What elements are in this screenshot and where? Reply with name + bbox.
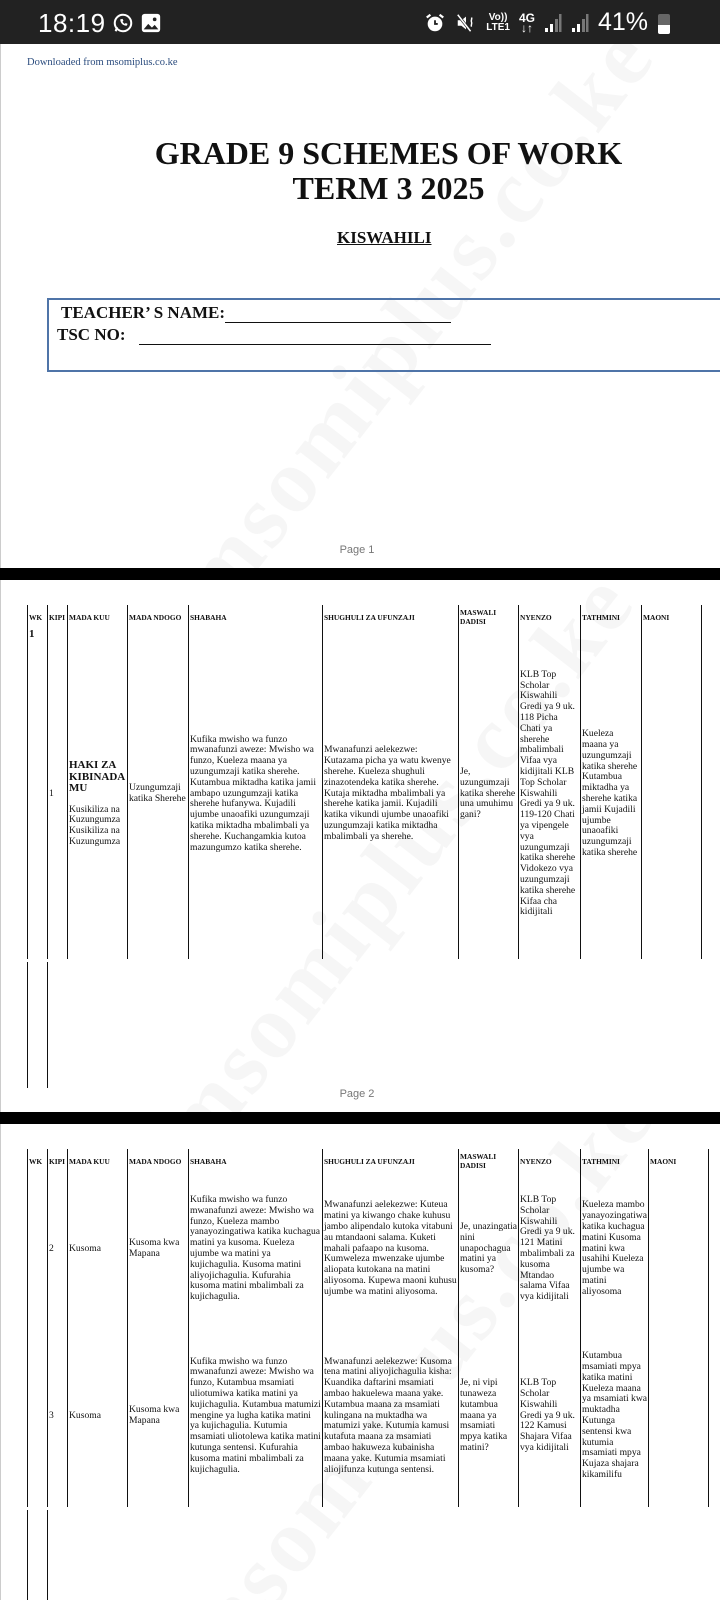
mada-kuu-cell: Kusoma <box>68 1173 128 1325</box>
shabaha-cell: Kufika mwisho wa funzo mwanafunzi aweze: Mwisho wa funzo, Kueleza maana ya uzungumzaji katika sherehe. Kutambua miktadha katika jamii ambapo uzungumzaji katika sherehe hufanywa. Kujadili ujumbe unaoafiki uzungumzaji katika miktadha mbalimbali ya sherehe. Kuchangamkia kutoa mazungumzo katika sherehe. <box>189 629 323 959</box>
maoni-cell <box>642 629 702 959</box>
volte-icon: Vo)) LTE1 <box>486 11 510 33</box>
shughuli-cell: Mwanafunzi aelekezwe: Kuteua matini ya kiwango chake kuhusu jambo alipendalo kutoka vitabuni au mtandaoni salama. Kuketi mahali pafaapo na kusoma. Kumweleza mwenzake ujumbe aliopata kutokana na matini aliyosoma. Kupewa maoni kuhusu ujumbe wa matini aliyosoma. <box>323 1173 459 1325</box>
tathmini-cell: Kutambua msamiati mpya katika matini Kueleza maana ya msamiati kwa muktadha Kutunga sentensi kwa kutumia msamiati mpya Kujaza shajara kikamilifu <box>581 1325 649 1507</box>
week-number: 1 <box>29 629 35 640</box>
downloaded-from-link[interactable]: Downloaded from msomiplus.co.ke <box>27 57 178 68</box>
page-3 <box>0 1124 720 1600</box>
mada-ndogo-cell: Uzungumzaji katika Sherehe <box>128 629 189 959</box>
header-mada-kuu: MADA KUU <box>68 1149 128 1173</box>
gallery-icon <box>140 12 162 34</box>
table-continuation-line <box>27 962 28 1088</box>
mada-ndogo-cell: Kusoma kwa Mapana <box>128 1325 189 1507</box>
alarm-icon <box>424 12 446 34</box>
shughuli-cell: Mwanafunzi aelekezwe: Kusoma tena matini aliyojichagulia kisha: Kuandika daftarini msamiati ambao hakuelewa maana yake. Kutambua maana za msamiati kulingana na muktadha wa matumizi yake. Kutumia kamusi kutafuta maana za msamiati ambao hakuweza kubainisha maana yake. Kutumia msamiati aliojifunza kutunga sentensi. <box>323 1325 459 1507</box>
page-1 <box>0 44 720 568</box>
nyenzo-cell: KLB Top Scholar Kiswahili Gredi ya 9 uk. 118 Picha Chati ya sherehe mbalimbali Vifaa vya kidijitali KLB Top Scholar Kiswahili Gredi ya 9 uk. 119-120 Chati ya vipengele vya uzungumzaji katika sherehe Vidokezo vya uzungumzaji katika sherehe Kifaa cha kidijitali <box>519 629 581 959</box>
signal-icon-1 <box>544 13 562 33</box>
lesson-number: 3 <box>48 1325 68 1507</box>
battery-icon <box>658 14 670 34</box>
header-kipi: KIPI <box>48 1149 68 1173</box>
maswali-cell: Je, ni vipi tunaweza kutambua maana ya msamiati mpya katika matini? <box>459 1325 519 1507</box>
header-wk: WK <box>28 605 48 629</box>
header-mada-ndogo: MADA NDOGO <box>128 605 189 629</box>
week-number <box>28 1325 48 1507</box>
whatsapp-icon <box>112 12 134 34</box>
week-number <box>28 1173 48 1325</box>
header-shughuli: SHUGHULI ZA UFUNZAJI <box>323 605 459 629</box>
clock: 18:19 <box>38 8 106 38</box>
page-number: Page 1 <box>339 544 375 556</box>
table-header-row <box>28 1149 709 1173</box>
teacher-name-field: TEACHER’ S NAME: <box>61 303 451 323</box>
shughuli-cell: Mwanafunzi aelekezwe: Kutazama picha ya watu kwenye sherehe. Kueleza shughuli zinazotendeka katika sherehe. Kutaja miktadha mbalimbali ya sherehe katika jamii. Kujadili katika vikundi ujumbe unaoafiki uzungumzaji katika miktadha mbalimbali ya sherehe. <box>323 629 459 959</box>
table-row <box>28 1325 709 1507</box>
nyenzo-cell: KLB Top Scholar Kiswahili Gredi ya 9 uk. 121 Matini mbalimbali za kusoma Mtandao salama Vifaa vya kidijitali <box>519 1173 581 1325</box>
header-maswali: MASWALI DADISI <box>459 1149 519 1173</box>
lesson-number: 2 <box>48 1173 68 1325</box>
maswali-cell: Je, uzungumzaji katika sherehe una umuhimu gani? <box>459 629 519 959</box>
battery-percent: 41% <box>597 8 648 36</box>
page-number: Page 2 <box>339 1088 375 1100</box>
subject-heading: KISWAHILI <box>337 228 432 247</box>
mada-kuu-cell: HAKI ZA KIBINADA MU Kusikiliza na Kuzungumza Kusikiliza na Kuzungumza <box>68 629 128 959</box>
header-nyenzo: NYENZO <box>519 1149 581 1173</box>
scheme-table <box>27 605 702 959</box>
table-continuation-line <box>47 962 48 1088</box>
tathmini-cell: Kueleza mambo yanayozingatiwa katika kuchagua matini Kusoma matini kwa usahihi Kueleza ujumbe wa matini aliyosoma <box>581 1173 649 1325</box>
teacher-info-box <box>47 298 720 372</box>
table-continuation-line <box>47 1510 48 1600</box>
table-row <box>28 629 702 959</box>
header-tathmini: TATHMINI <box>581 1149 649 1173</box>
tathmini-cell: Kueleza maana ya uzungumzaji katika sherehe Kutambua miktadha ya sherehe katika jamii Kujadili ujumbe unaoafiki uzungumzaji katika sherehe <box>581 629 642 959</box>
table-row <box>28 1173 709 1325</box>
header-maswali: MASWALI DADISI <box>459 605 519 629</box>
header-wk: WK <box>28 1149 48 1173</box>
mute-icon <box>455 12 477 34</box>
document-title: GRADE 9 SCHEMES OF WORK TERM 3 2025 <box>154 135 623 206</box>
page-2 <box>0 580 720 1112</box>
signal-icon-2 <box>571 13 589 33</box>
maoni-cell <box>649 1173 709 1325</box>
header-shughuli: SHUGHULI ZA UFUNZAJI <box>323 1149 459 1173</box>
maswali-cell: Je, unazingatia nini unapochagua matini ya kusoma? <box>459 1173 519 1325</box>
shabaha-cell: Kufika mwisho wa funzo mwanafunzi aweze: Mwisho wa funzo, Kutambua msamiati uliotumiwa katika matini ya kujichagulia. Kutambua matumizi mengine ya lugha katika matini ya kujichagulia. Kutumia msamiati uliotolewa katika matini kutunga sentensi. Kufurahia kusoma matini mbalimbali za kujichagulia. <box>189 1325 323 1507</box>
header-mada-ndogo: MADA NDOGO <box>128 1149 189 1173</box>
header-mada-kuu: MADA KUU <box>68 605 128 629</box>
maoni-cell <box>649 1325 709 1507</box>
4g-icon: 4G ↓↑ <box>518 10 535 35</box>
header-shabaha: SHABAHA <box>189 1149 323 1173</box>
header-kipi: KIPI <box>48 605 68 629</box>
table-header-row <box>28 605 702 629</box>
header-maoni: MAONI <box>642 605 702 629</box>
header-tathmini: TATHMINI <box>581 605 642 629</box>
shabaha-cell: Kufika mwisho wa funzo mwanafunzi aweze: Mwisho wa funzo, Kueleza mambo yanayozingatiwa katika kuchagua matini ya kusoma. Kueleza ujumbe wa matini ya kujichagulia. Kusoma matini aliyojichagulia. Kufurahia kusoma matini mbalimbali za kujichagulia. <box>189 1173 323 1325</box>
nyenzo-cell: KLB Top Scholar Kiswahili Gredi ya 9 uk. 122 Kamusi Shajara Vifaa vya kidijitali <box>519 1325 581 1507</box>
mada-kuu-cell: Kusoma <box>68 1325 128 1507</box>
tsc-no-field: TSC NO: <box>57 325 491 345</box>
mada-ndogo-cell: Kusoma kwa Mapana <box>128 1173 189 1325</box>
lesson-number: 1 <box>48 629 68 959</box>
header-nyenzo: NYENZO <box>519 605 581 629</box>
header-shabaha: SHABAHA <box>189 605 323 629</box>
strand-title: HAKI ZA KIBINADA MU <box>69 759 125 795</box>
header-maoni: MAONI <box>649 1149 709 1173</box>
status-bar <box>0 0 720 44</box>
scheme-table <box>27 1149 709 1507</box>
table-continuation-line <box>27 1510 28 1600</box>
